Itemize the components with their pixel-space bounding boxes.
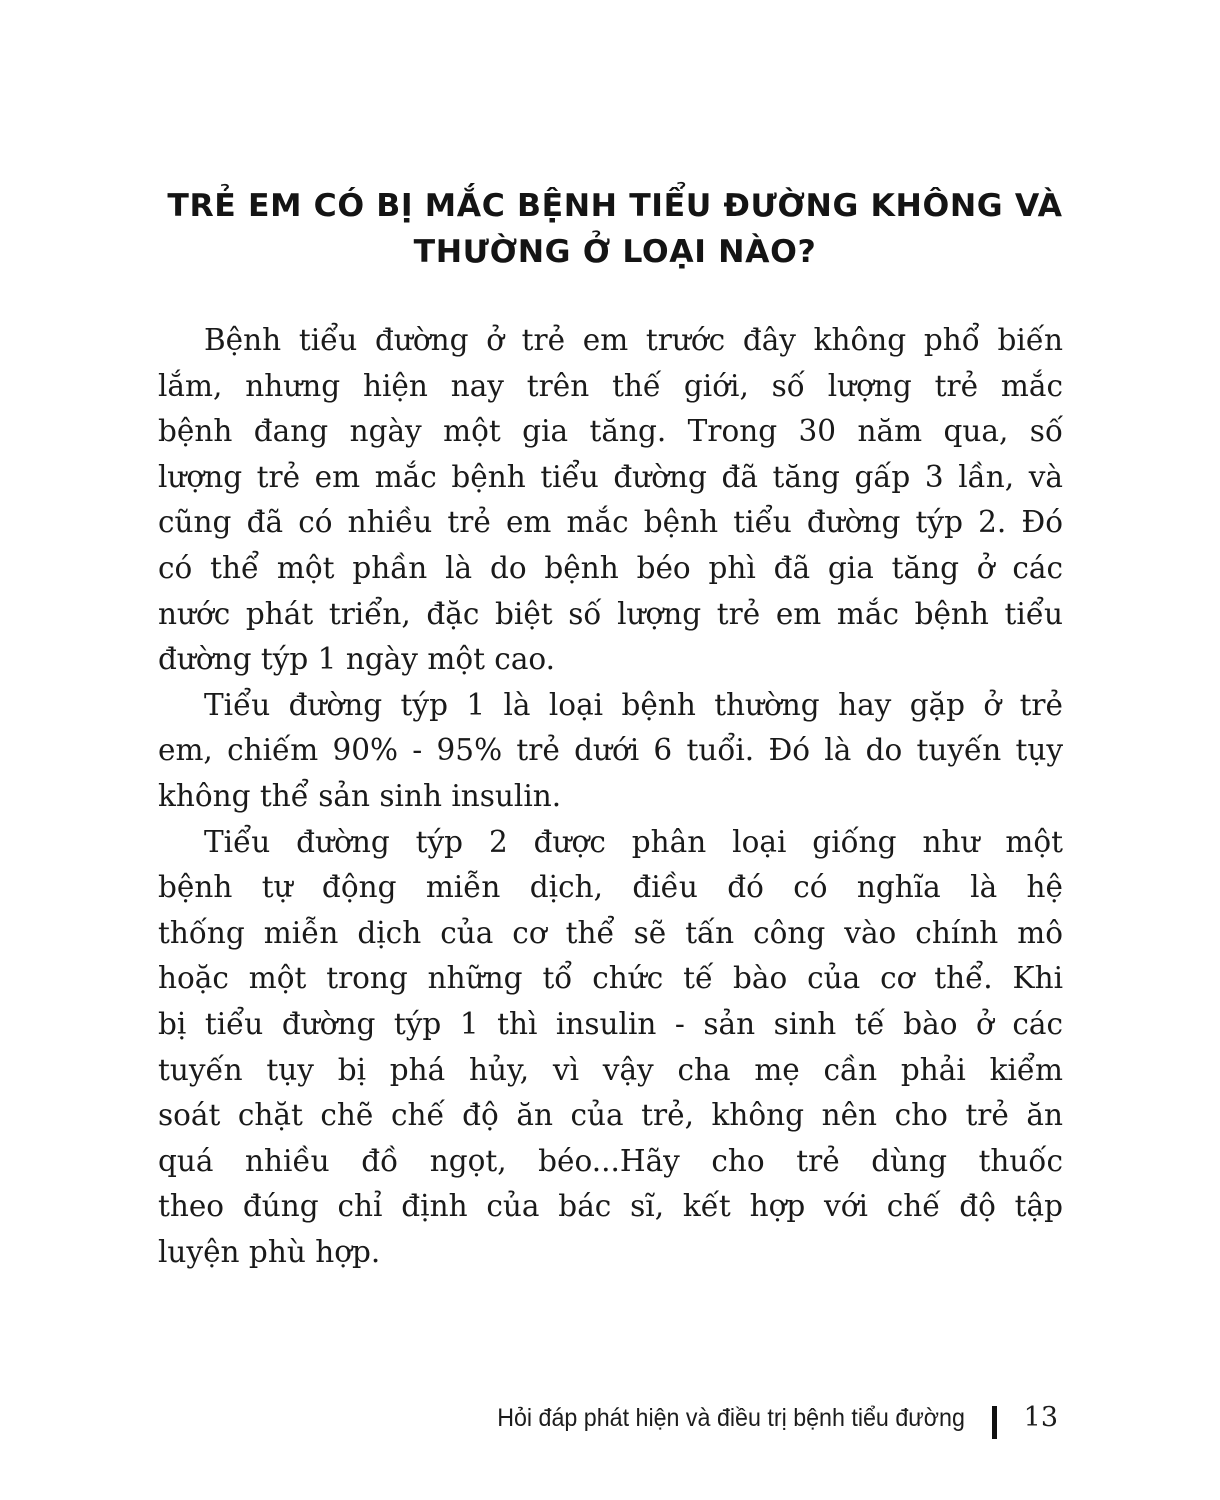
text-line: theo đúng chỉ định của bác sĩ, kết hợp với chế độ tập [158, 1189, 1063, 1224]
text-line: hoặc một trong những tổ chức tế bào của cơ thể. Khi [158, 961, 1063, 996]
text-line: tuyến tụy bị phá hủy, vì vậy cha mẹ cần phải kiểm [158, 1052, 1063, 1087]
text-line: lắm, nhưng hiện nay trên thế giới, số lượng trẻ mắc [158, 368, 1063, 403]
text-line: có thể một phần là do bệnh béo phì đã gia tăng ở các [158, 550, 1063, 585]
page-footer [400, 1400, 1070, 1444]
section-heading [150, 183, 1080, 275]
text-line: em, chiếm 90% - 95% trẻ dưới 6 tuổi. Đó là do tuyến tụy [158, 733, 1063, 768]
heading-line: TRẺ EM CÓ BỊ MẮC BỆNH TIỂU ĐƯỜNG KHÔNG VÀ [167, 188, 1063, 224]
paragraph-3 [158, 820, 1063, 1276]
body-text [158, 318, 1063, 1275]
text-line: bệnh đang ngày một gia tăng. Trong 30 năm qua, số [158, 414, 1063, 449]
footer-divider [992, 1406, 997, 1439]
text-line: nước phát triển, đặc biệt số lượng trẻ em mắc bệnh tiểu [158, 596, 1063, 631]
running-footer-title: Hỏi đáp phát hiện và điều trị bệnh tiểu đường [497, 1404, 965, 1432]
text-line: quá nhiều đồ ngọt, béo...Hãy cho trẻ dùng thuốc [158, 1143, 1063, 1178]
page-number: 13 [1023, 1402, 1058, 1433]
text-line: luyện phù hợp. [158, 1234, 381, 1269]
text-line: soát chặt chẽ chế độ ăn của trẻ, không nên cho trẻ ăn [158, 1098, 1063, 1133]
text-line: Tiểu đường týp 2 được phân loại giống như một [204, 824, 1063, 859]
paragraph-2 [158, 683, 1063, 820]
text-line: đường týp 1 ngày một cao. [158, 642, 556, 677]
text-line: bị tiểu đường týp 1 thì insulin - sản sinh tế bào ở các [158, 1006, 1063, 1041]
paragraph-1 [158, 318, 1063, 683]
text-line: Bệnh tiểu đường ở trẻ em trước đây không phổ biến [204, 323, 1063, 357]
text-line: cũng đã có nhiều trẻ em mắc bệnh tiểu đường týp 2. Đó [158, 505, 1063, 540]
text-line: không thể sản sinh insulin. [158, 778, 562, 813]
heading-line: THƯỜNG Ở LOẠI NÀO? [413, 234, 817, 270]
text-line: thống miễn dịch của cơ thể sẽ tấn công vào chính mô [158, 915, 1063, 950]
text-line: bệnh tự động miễn dịch, điều đó có nghĩa là hệ [158, 870, 1063, 905]
text-line: Tiểu đường týp 1 là loại bệnh thường hay gặp ở trẻ [204, 687, 1063, 722]
text-line: lượng trẻ em mắc bệnh tiểu đường đã tăng gấp 3 lần, và [158, 459, 1063, 494]
